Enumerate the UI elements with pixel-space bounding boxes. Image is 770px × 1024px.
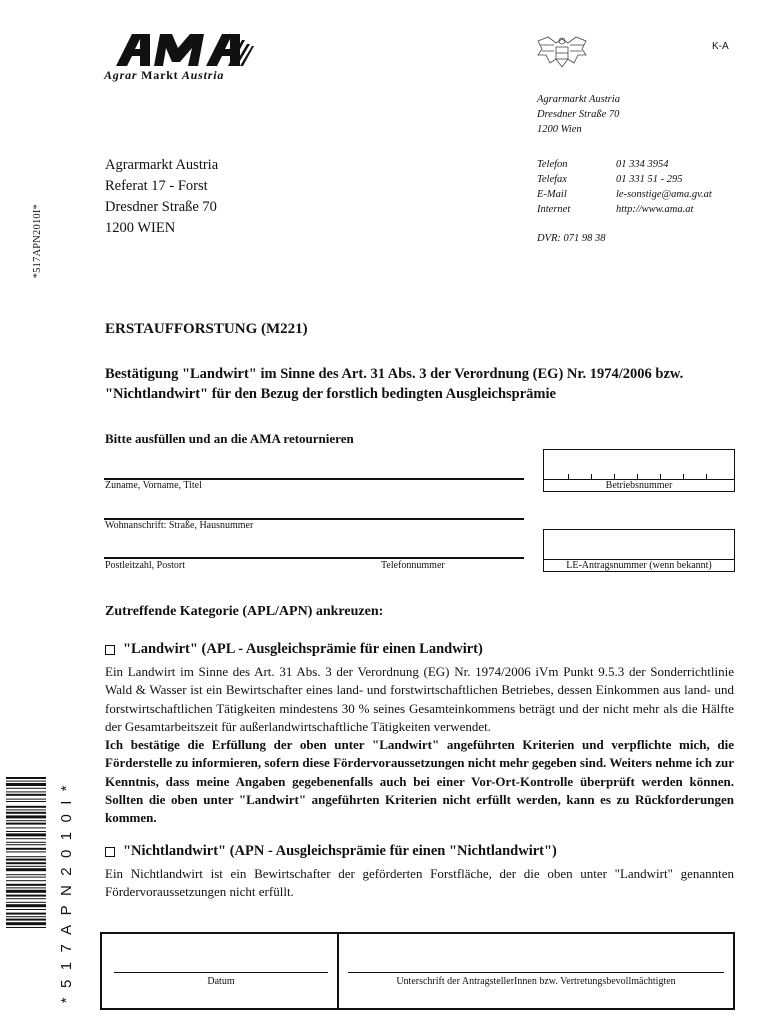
date-field-line[interactable]	[114, 972, 328, 973]
sender-line: 1200 Wien	[537, 124, 582, 135]
postal-field-label: Postleitzahl, Postort	[105, 560, 185, 571]
option-nichtlandwirt	[105, 843, 557, 860]
instruction-text: Bitte ausfüllen und an die AMA retournieren	[105, 431, 354, 446]
recipient-line: 1200 WIEN	[105, 220, 176, 236]
landwirt-checkbox[interactable]	[105, 645, 115, 655]
recipient-line: Dresdner Straße 70	[105, 199, 217, 215]
date-label: Datum	[207, 976, 235, 987]
address-field-label: Wohnanschrift: Straße, Hausnummer	[105, 520, 254, 531]
betriebsnummer-field[interactable]	[543, 449, 735, 492]
contact-value: 01 331 51 - 295	[616, 174, 683, 185]
dvr-number: DVR: 071 98 38	[537, 233, 606, 244]
contact-value: http://www.ama.at	[616, 204, 694, 215]
logo-wordmark: Agrar Markt Austria	[104, 68, 225, 82]
coat-of-arms-icon	[534, 33, 590, 73]
contact-label: Internet	[537, 204, 571, 215]
form-code: K-A	[712, 41, 729, 52]
signature-label: Unterschrift der AntragstellerInnen bzw. Vertretungsbevollmächtigten	[396, 976, 676, 987]
recipient-line: Agrarmarkt Austria	[105, 157, 219, 173]
nichtlandwirt-checkbox[interactable]	[105, 847, 115, 857]
contact-value: 01 334 3954	[616, 159, 669, 170]
ama-logo-icon	[116, 34, 254, 66]
page-subtitle: Bestätigung "Landwirt" im Sinne des Art. 31 Abs. 3 der Verordnung (EG) Nr. 1974/2006 bzw. "Nichtlandwirt" für den Bezug der forstlich bedingten Ausgleichsprämie	[105, 366, 684, 402]
option-nichtlandwirt-heading: "Nichtlandwirt" (APN - Ausgleichsprämie für einen "Nichtlandwirt")	[123, 843, 557, 859]
signature-divider	[337, 934, 339, 1008]
option-landwirt	[105, 641, 483, 658]
betriebsnummer-label: Betriebsnummer	[544, 479, 734, 491]
contact-label: Telefon	[537, 159, 568, 170]
page-title: ERSTAUFFORSTUNG (M221)	[105, 321, 308, 337]
recipient-address	[105, 155, 218, 239]
contact-label: E-Mail	[537, 189, 567, 200]
vertical-form-id: *517APN2010I*	[32, 204, 43, 279]
signature-field-line[interactable]	[348, 972, 724, 973]
contact-table	[537, 157, 712, 217]
landwirt-declaration: Ich bestätige die Erfüllung der oben unter "Landwirt" angeführten Kriterien und verpflichte mich, die Förderstelle zu informieren, sofern diese Fördervoraussetzungen nicht mehr gegeben sind. Weiters nehme ich zur Kenntnis, dass meine Angaben gegebenenfalls auch bei einer Vor-Ort-Kontrolle überprüft werden können. Sollten die oben unter "Landwirt" angeführten Kriterien nicht erfüllt werden, kann es zu Rückforderungen kommen.	[105, 737, 734, 826]
nichtlandwirt-description: Ein Nichtlandwirt ist ein Bewirtschafter der geförderten Forstfläche, der die oben unter "Landwirt" genannten Fördervoraussetzungen nicht erfüllt.	[105, 866, 734, 900]
sender-address	[537, 92, 620, 137]
landwirt-description: Ein Landwirt im Sinne des Art. 31 Abs. 3 der Verordnung (EG) Nr. 1974/2006 iVm Punkt 9.5.3 der Sonderrichtlinie Wald & Wasser ist ein Bewirtschafter eines land- und forstwirtschaftlichen Betriebes, dessen Einkommen aus land- und forstwirtschaftlichen Tätigkeiten mindestens 30 % seines Gesamteinkommens beträgt und der nicht mehr als die Hälfte der Gesamtarbeitszeit für außerlandwirtschaftliche Tätigkeiten verwendet.	[105, 664, 734, 734]
contact-label: Telefax	[537, 174, 567, 185]
signature-table	[100, 932, 735, 1010]
name-field-label: Zuname, Vorname, Titel	[105, 480, 202, 491]
option-landwirt-heading: "Landwirt" (APL - Ausgleichsprämie für einen Landwirt)	[123, 641, 483, 657]
barcode-icon	[6, 777, 46, 993]
sender-line: Dresdner Straße 70	[537, 109, 620, 120]
le-antragsnummer-label: LE-Antragsnummer (wenn bekannt)	[544, 559, 734, 571]
phone-field-label: Telefonnummer	[381, 560, 445, 571]
category-title: Zutreffende Kategorie (APL/APN) ankreuzen:	[105, 604, 384, 619]
contact-value: le-sonstige@ama.gv.at	[616, 189, 712, 200]
sender-line: Agrarmarkt Austria	[537, 94, 620, 105]
postal-field-line[interactable]	[104, 557, 524, 559]
le-antragsnummer-field[interactable]	[543, 529, 735, 572]
barcode-text: *517APN2010I*	[58, 776, 75, 1004]
recipient-line: Referat 17 - Forst	[105, 178, 208, 194]
